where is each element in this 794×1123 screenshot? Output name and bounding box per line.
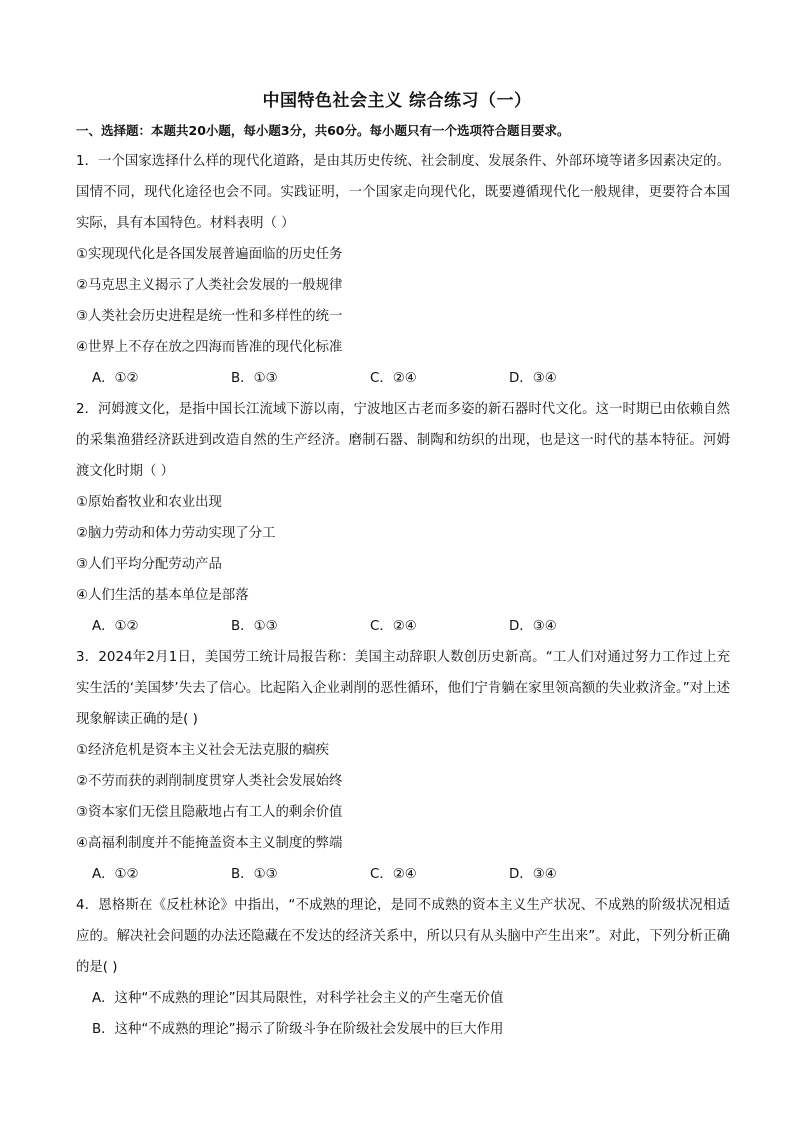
page-title: 中国特色社会主义 综合练习（一） <box>262 91 532 111</box>
choice-b: B．①③ <box>231 867 278 882</box>
choice-a: A．这种“不成熟的理论”因其局限性，对科学社会主义的产生毫无价值 <box>92 991 504 1006</box>
statement-option: ③资本家们无偿且隐蔽地占有工人的剩余价值 <box>76 805 343 820</box>
statement-option: ②脑力劳动和体力劳动实现了分工 <box>76 526 276 541</box>
choice-a: A．①② <box>92 867 139 882</box>
choice-c: C．②④ <box>370 619 417 634</box>
choice-d: D．③④ <box>509 371 557 386</box>
answer-choices <box>76 859 730 890</box>
question-list <box>76 146 730 1045</box>
statement-option: ②马克思主义揭示了人类社会发展的一般规律 <box>76 278 343 293</box>
choice-d: D．③④ <box>509 867 557 882</box>
choice-c: C．②④ <box>370 867 417 882</box>
statement-option: ③人们平均分配劳动产品 <box>76 557 222 572</box>
choice-b: B．①③ <box>231 371 278 386</box>
choice-c: C．②④ <box>370 371 417 386</box>
answer-choices <box>76 363 730 394</box>
choice-a: A．①② <box>92 619 139 634</box>
question-stem: 4．恩格斯在《反杜林论》中指出，“不成熟的理论，是同不成熟的资本主义生产状况、不成熟的阶级状况相适应的。解决社会问题的办法还隐藏在不发达的经济关系中，所以只有从头脑中产生出来”。对此，下列分析正确的是( ) <box>76 898 730 975</box>
question-stem: 1．一个国家选择什么样的现代化道路，是由其历史传统、社会制度、发展条件、外部环境等诸多因素决定的。国情不同，现代化途径也会不同。实践证明，一个国家走向现代化，既要遵循现代化一般规律，更要符合本国实际，具有本国特色。材料表明（ ） <box>76 154 730 231</box>
question-2 <box>76 394 730 642</box>
statement-option: ①经济危机是资本主义社会无法克服的痼疾 <box>76 743 330 758</box>
choice-b: B．①③ <box>231 619 278 634</box>
question-4 <box>76 890 730 1045</box>
question-1 <box>76 146 730 394</box>
statement-option: ④世界上不存在放之四海而皆准的现代化标准 <box>76 340 343 355</box>
statement-option: ④人们生活的基本单位是部落 <box>76 588 249 603</box>
statement-option: ②不劳而获的剥削制度贯穿人类社会发展始终 <box>76 774 343 789</box>
answer-choices <box>76 611 730 642</box>
question-stem: 2．河姆渡文化，是指中国长江流域下游以南，宁波地区古老而多姿的新石器时代文化。这一时期已由依赖自然的采集渔猎经济跃进到改造自然的生产经济。磨制石器、制陶和纺织的出现，也是这一时代的基本特征。河姆渡文化时期（ ） <box>76 402 730 479</box>
choice-a: A．①② <box>92 371 139 386</box>
statement-option: ①实现现代化是各国发展普遍面临的历史任务 <box>76 247 343 262</box>
statement-option: ③人类社会历史进程是统一性和多样性的统一 <box>76 309 343 324</box>
question-stem: 3．2024年2月1日，美国劳工统计局报告称：美国主动辞职人数创历史新高。“工人们对通过努力工作过上充实生活的‘美国梦’失去了信心。比起陷入企业剥削的恶性循环，他们宁肯躺在家里领高额的失业救济金。”对上述现象解读正确的是( ) <box>76 650 730 727</box>
statement-option: ①原始畜牧业和农业出现 <box>76 495 222 510</box>
question-3 <box>76 642 730 890</box>
section-header: 一、选择题：本题共20小题，每小题3分，共60分。每小题只有一个选项符合题目要求。 <box>76 123 570 138</box>
statement-option: ④高福利制度并不能掩盖资本主义制度的弊端 <box>76 836 343 851</box>
choice-d: D．③④ <box>509 619 557 634</box>
choice-b: B．这种“不成熟的理论”揭示了阶级斗争在阶级社会发展中的巨大作用 <box>92 1022 504 1037</box>
